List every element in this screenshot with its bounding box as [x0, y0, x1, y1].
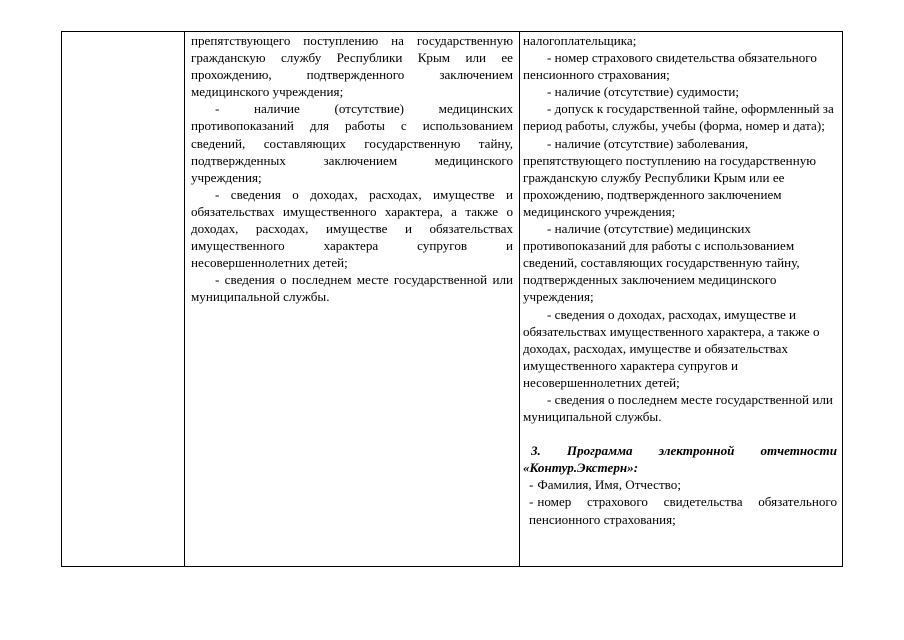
- table-column-right: [520, 32, 842, 566]
- right-paragraph-0: налогоплательщика;: [523, 33, 637, 48]
- right-paragraph-6: - сведения о доходах, расходах, имуществе и обязательствах имущественного характера, а также о доходах, расходах, имуществе и обязательствах имущественного характера супругов и несовершеннолетних детей;: [523, 306, 820, 390]
- middle-paragraph-2: - наличие (отсутствие) медицинских противопоказаний для работы с использованием сведений, составляющих государственную тайну, подтвержденных заключением медицинского учреждения;: [191, 101, 513, 185]
- list-item-2-dash: -: [529, 494, 534, 510]
- right-paragraph-1: - номер страхового свидетельства обязательного пенсионного страхования;: [523, 50, 817, 83]
- document-table: [61, 31, 843, 567]
- middle-paragraph-3: - сведения о доходах, расходах, имуществе и обязательствах имущественного характера, а также о доходах, расходах, имуществе и обязательствах имущественного характера супругов и несовершеннолетних детей;: [191, 186, 513, 271]
- list-item-1-text: Фамилия, Имя, Отчество;: [537, 477, 681, 493]
- table-column-middle: [185, 32, 520, 566]
- list-item-2: [529, 493, 837, 527]
- middle-paragraph-4: - сведения о последнем месте государственной или муниципальной службы.: [191, 272, 513, 305]
- list-item-1-dash: -: [529, 477, 534, 493]
- right-paragraph-4: - наличие (отсутствие) заболевания, препятствующего поступлению на государственную гражданскую службу Республики Крым или ее прохождению, подтвержденного заключением медицинского учреждения;: [523, 135, 817, 219]
- right-paragraph-3: - допуск к государственной тайне, оформленный за период работы, службы, учебы (форма, номер и дата);: [523, 101, 834, 134]
- right-cell-text: [523, 32, 837, 528]
- right-paragraph-2: - наличие (отсутствие) судимости;: [547, 84, 740, 100]
- middle-cell-text: [191, 32, 513, 306]
- right-paragraph-5: - наличие (отсутствие) медицинских противопоказаний для работы с использованием сведений, составляющих государственную тайну, подтвержденных заключением медицинского учреждения;: [523, 221, 800, 305]
- list-item-1: [529, 476, 837, 493]
- table-column-empty: [62, 32, 185, 566]
- list-item-2-text: номер страхового свидетельства обязательного пенсионного страхования;: [529, 494, 837, 527]
- right-paragraph-7: - сведения о последнем месте государственной или муниципальной службы.: [523, 391, 833, 425]
- middle-paragraph-1: препятствующего поступлению на государственную гражданскую службу Республики Крым или ее прохождению, подтвержденного заключением медицинского учреждения;: [191, 33, 513, 100]
- section-title: 3. Программа электронной отчетности «Контур.Экстерн»:: [523, 443, 837, 476]
